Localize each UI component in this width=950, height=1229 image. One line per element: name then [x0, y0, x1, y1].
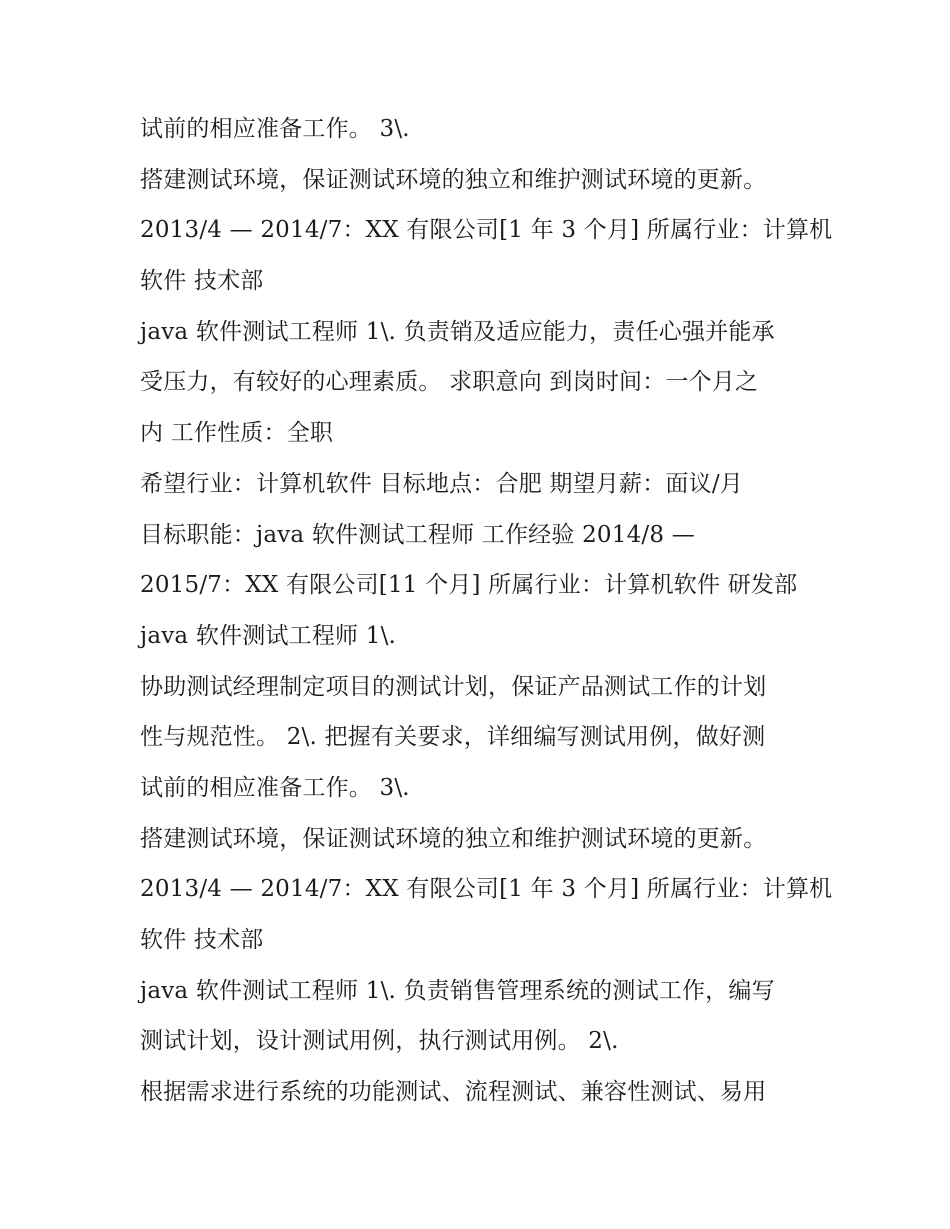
- text-line: java 软件测试工程师 1\. 负责销及适应能力，责任心强并能承: [140, 318, 775, 345]
- text-line: 2013/4 — 2014/7：XX 有限公司[1 年 3 个月] 所属行业：计算机: [140, 217, 833, 244]
- text-line: 内 工作性质：全职: [140, 420, 334, 447]
- text-line: 软件 技术部: [140, 927, 264, 953]
- text-line: 2015/7：XX 有限公司[11 个月] 所属行业：计算机软件 研发部: [140, 572, 798, 599]
- text-line: 搭建测试环境，保证测试环境的独立和维护测试环境的更新。: [140, 166, 767, 193]
- text-line: 试前的相应准备工作。 3\.: [140, 774, 410, 801]
- text-line: 性与规范性。 2\. 把握有关要求，详细编写测试用例，做好测: [140, 724, 766, 751]
- text-line: java 软件测试工程师 1\.: [140, 622, 397, 649]
- resume-text-body: [140, 104, 840, 1118]
- text-line: 试前的相应准备工作。 3\.: [140, 116, 410, 142]
- text-line: 希望行业：计算机软件 目标地点：合肥 期望月薪：面议/月: [140, 470, 743, 497]
- text-line: 根据需求进行系统的功能测试、流程测试、兼容性测试、易用: [140, 1079, 767, 1106]
- text-line: 测试计划，设计测试用例，执行测试用例。 2\.: [140, 1028, 619, 1055]
- text-line: 2013/4 — 2014/7：XX 有限公司[1 年 3 个月] 所属行业：计算机: [140, 876, 833, 903]
- text-line: 协助测试经理制定项目的测试计划，保证产品测试工作的计划: [140, 673, 767, 700]
- text-line: 软件 技术部: [140, 268, 264, 295]
- text-line: 目标职能：java 软件测试工程师 工作经验 2014/8 —: [140, 521, 695, 548]
- text-line: 搭建测试环境，保证测试环境的独立和维护测试环境的更新。: [140, 825, 767, 852]
- text-line: 受压力，有较好的心理素质。 求职意向 到岗时间：一个月之: [140, 369, 759, 396]
- text-line: java 软件测试工程师 1\. 负责销售管理系统的测试工作，编写: [140, 977, 775, 1004]
